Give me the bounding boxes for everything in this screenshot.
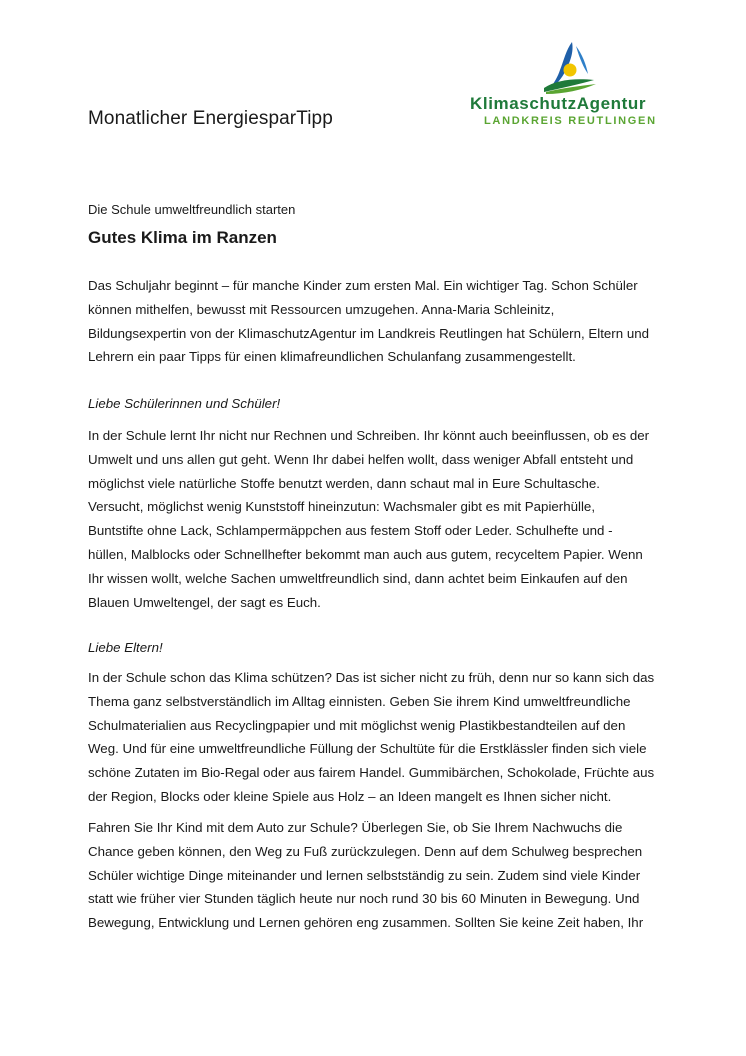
text-line: Ihr wissen wollt, welche Sachen umweltfreundlich sind, dann achtet beim Einkaufen auf den — [88, 570, 628, 586]
text-line: In der Schule schon das Klima schützen? Das ist sicher nicht zu früh, denn nur so kann sich das — [88, 670, 655, 685]
text-line: Das Schuljahr beginnt – für manche Kinder zum ersten Mal. Ein wichtiger Tag. Schon Schüler — [88, 278, 638, 293]
logo-wordmark: KlimaschutzAgentur — [470, 94, 647, 113]
text-line: Buntstifte ohne Lack, Schlampermäppchen aus festem Stoff oder Leder. Schulhefte und - — [88, 523, 613, 539]
series-title: Monatlicher EnergiesparTipp — [88, 108, 333, 129]
text-line: Thema ganz selbstverständlich im Alltag einnisten. Geben Sie ihrem Kind umweltfreundliche — [88, 693, 631, 709]
text-line: Blauen Umweltengel, der sagt es Euch. — [88, 594, 321, 610]
logo — [470, 40, 670, 132]
text-line: Fahren Sie Ihr Kind mit dem Auto zur Schule? Überlegen Sie, ob Sie Ihrem Nachwuchs die — [88, 820, 623, 835]
text-line: statt wie früher vier Stunden täglich heute nur noch rund 30 bis 60 Minuten in Bewegung. Und — [88, 891, 640, 907]
article-kicker: Die Schule umweltfreundlich starten — [88, 202, 296, 217]
text-line: schöne Zutaten im Bio-Regal oder aus fairem Handel. Gummibärchen, Schokolade, Früchte aus — [88, 765, 655, 781]
logo-subtitle: LANDKREIS REUTLINGEN — [484, 115, 657, 127]
text-line: Bildungsexpertin von der KlimaschutzAgentur im Landkreis Reutlingen hat Schülern, Eltern und — [88, 325, 650, 341]
text-line: hüllen, Malblocks oder Schnellhefter bekommt man auch aus gutem, recyceltem Papier. Wenn — [88, 546, 643, 562]
text-line: Schulmaterialien aus Recyclingpapier und mit möglichst wenig Plastikbestandteilen auf den — [88, 717, 626, 733]
text-line: Chance geben können, den Weg zu Fuß zurückzulegen. Denn auf dem Schulweg besprechen — [88, 843, 643, 859]
parents-paragraph — [88, 666, 668, 809]
text-line: der Region, Blocks oder kleine Spiele aus Holz – an Ideen mangelt es Ihnen sicher nicht. — [88, 788, 612, 804]
text-line: möglichst viele natürliche Stoffe benutzt werden, dann schaut mal in Eure Schultasche. — [88, 475, 600, 491]
text-line: Weg. Und für eine umweltfreundliche Füllung der Schultüte für die Erstklässler finden sich viele — [88, 741, 647, 757]
text-line: Lehrern ein paar Tipps für einen klimafreundlichen Schulanfang zusammengestellt. — [88, 349, 576, 365]
school-route-paragraph — [88, 816, 668, 935]
intro-paragraph — [88, 274, 668, 369]
text-line: können mithelfen, bewusst mit Ressourcen umzugehen. Anna-Maria Schleinitz, — [88, 301, 555, 317]
section-salutation-students: Liebe Schülerinnen und Schüler! — [88, 396, 281, 411]
students-paragraph — [88, 424, 668, 614]
article-headline: Gutes Klima im Ranzen — [88, 228, 277, 247]
text-line: Umwelt und uns allen gut geht. Wenn Ihr dabei helfen wollt, dass weniger Abfall entsteht und — [88, 451, 634, 467]
text-line: In der Schule lernt Ihr nicht nur Rechnen und Schreiben. Ihr könnt auch beeinflussen, ob es der — [88, 428, 650, 443]
text-line: Versucht, möglichst wenig Kunststoff hineinzutun: Wachsmaler gibt es mit Papierhülle, — [88, 499, 596, 515]
klimaschutzagentur-logo-icon — [536, 40, 598, 94]
text-line: Schüler wichtige Dinge miteinander und lernen selbstständig zu sein. Zudem sind viele Kinder — [88, 867, 641, 883]
text-line: Bewegung, Entwicklung und Lernen gehören eng zusammen. Sollten Sie keine Zeit haben, Ihr — [88, 915, 644, 931]
section-salutation-parents: Liebe Eltern! — [88, 640, 163, 655]
